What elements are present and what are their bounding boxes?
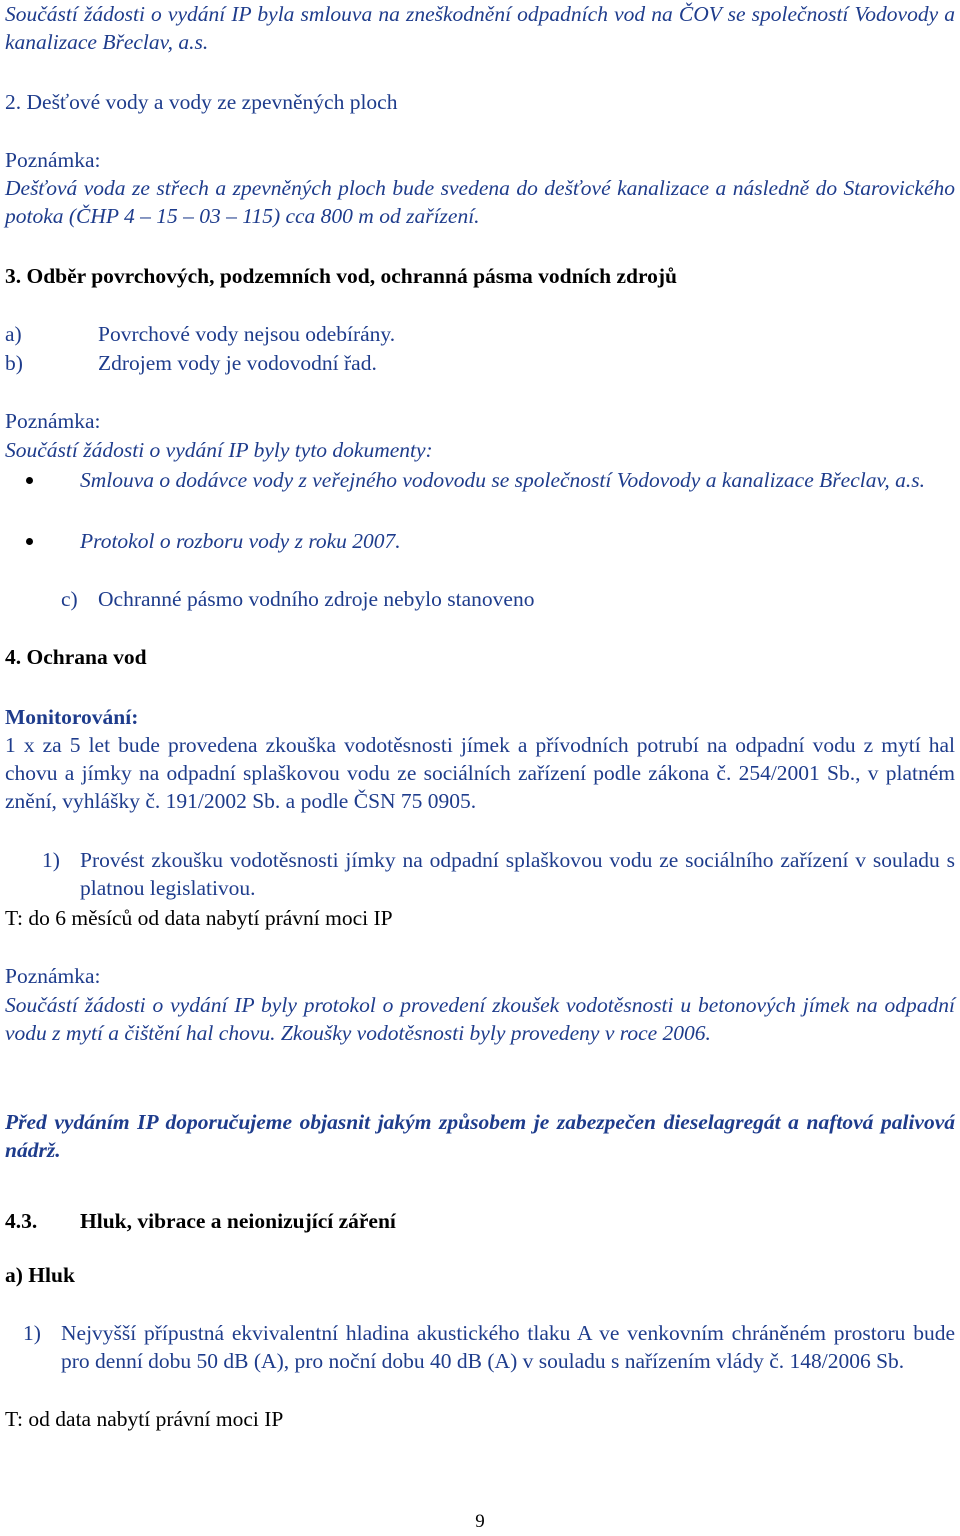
- list-item-text: Zdrojem vody je vodovodní řad.: [98, 351, 377, 375]
- noise-term-1: T: od data nabytí právní moci IP: [5, 1407, 284, 1431]
- bullet-item: [5, 466, 955, 522]
- list-item-label: c): [61, 587, 78, 611]
- term-1: T: do 6 měsíců od data nabytí právní moci IP: [5, 906, 393, 930]
- intro-note-paragraph: Součástí žádosti o vydání IP byla smlouva na zneškodnění odpadních vod na ČOV se společností Vodovody a kanalizace Břeclav, a.s.: [5, 2, 955, 54]
- bullet-text: Protokol o rozboru vody z roku 2007.: [80, 529, 401, 553]
- section-2-heading: 2. Dešťové vody a vody ze zpevněných ploch: [5, 90, 398, 114]
- monitoring-text: 1 x za 5 let bude provedena zkouška vodotěsnosti jímek a přívodních potrubí na odpadní vodu z mytí hal chovu a jímky na odpadní splaškovou vodu ze sociálních zařízení podle zákona č. 254/2001 Sb., v platném znění, vyhlášky č. 191/2002 Sb. a podle ČSN 75 0905.: [5, 733, 955, 813]
- section-3-note-label: Poznámka:: [5, 409, 101, 433]
- section-3-heading: 3. Odběr povrchových, podzemních vod, ochranná pásma vodních zdrojů: [5, 264, 677, 288]
- section-4-note-text: Součástí žádosti o vydání IP byly protokol o provedení zkoušek vodotěsnosti u betonových jímek na odpadní vodu z mytí a čištění hal chovu. Zkoušky vodotěsnosti byly provedeny v roce 2006.: [5, 993, 955, 1045]
- subsection-a-heading: a) Hluk: [5, 1263, 75, 1287]
- section-4-heading: 4. Ochrana vod: [5, 645, 147, 669]
- bullet-text: Smlouva o dodávce vody z veřejného vodovodu se společností Vodovody a kanalizace Břeclav, a.s.: [80, 468, 926, 492]
- list-item-label: a): [5, 322, 22, 346]
- list-item-text: Povrchové vody nejsou odebírány.: [98, 322, 396, 346]
- page-number: 9: [475, 1511, 485, 1532]
- noise-condition-1: [5, 1319, 955, 1403]
- list-item-text: Ochranné pásmo vodního zdroje nebylo stanoveno: [98, 587, 535, 611]
- condition-number: 1): [42, 848, 60, 872]
- bullet-dot-icon: [26, 477, 33, 484]
- bullet-dot-icon: [26, 538, 33, 545]
- condition-number: 1): [23, 1321, 41, 1345]
- section-43-number: 4.3.: [5, 1209, 38, 1233]
- section-2-note-text: Dešťová voda ze střech a zpevněných ploch bude svedena do dešťové kanalizace a následně do Starovického potoka (ČHP 4 – 15 – 03 – 115) cca 800 m od zařízení.: [5, 176, 955, 228]
- section-2-note-label: Poznámka:: [5, 148, 101, 172]
- condition-text: Provést zkoušku vodotěsnosti jímky na odpadní splaškovou vodu ze sociálního zařízení v souladu s platnou legislativou.: [80, 848, 955, 900]
- condition-text: Nejvyšší přípustná ekvivalentní hladina akustického tlaku A ve venkovním chráněném prostoru bude pro denní dobu 50 dB (A), pro noční dobu 40 dB (A) v souladu s nařízením vlády č. 148/2006 Sb.: [61, 1321, 955, 1373]
- monitoring-label: Monitorování:: [5, 705, 139, 729]
- condition-1: [5, 846, 955, 902]
- recommendation-text: Před vydáním IP doporučujeme objasnit jakým způsobem je zabezpečen dieselagregát a naftová palivová nádrž.: [5, 1110, 955, 1162]
- section-3-note-intro: Součástí žádosti o vydání IP byly tyto dokumenty:: [5, 438, 433, 462]
- section-4-note-label: Poznámka:: [5, 964, 101, 988]
- section-43-title: Hluk, vibrace a neionizující záření: [80, 1209, 396, 1233]
- list-item-label: b): [5, 351, 23, 375]
